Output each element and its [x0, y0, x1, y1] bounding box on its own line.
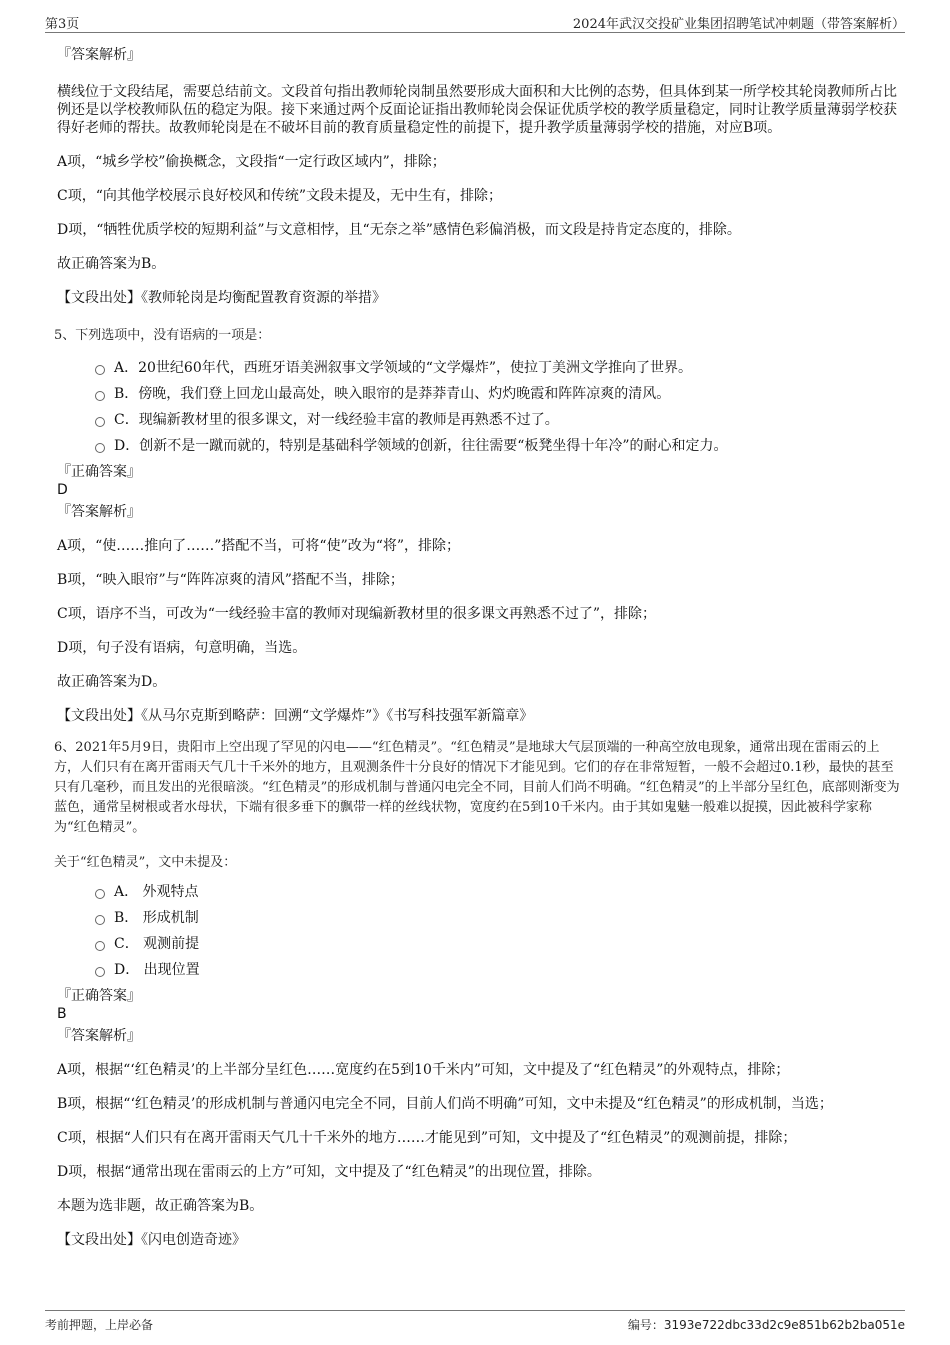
q4-analysis-title: 『答案解析』 [57, 47, 141, 63]
q4-source: 【文段出处】《教师轮岗是均衡配置教育资源的举措》 [57, 290, 386, 306]
q6-option-b[interactable] [57, 909, 902, 935]
q4-analysis-c: C项，“向其他学校展示良好校风和传统”文段未提及，无中生有，排除； [57, 188, 503, 204]
page-header [45, 12, 905, 33]
radio-button[interactable] [95, 365, 105, 375]
radio-button[interactable] [95, 967, 105, 977]
page-footer [45, 1310, 905, 1335]
q5-option-c[interactable] [57, 411, 902, 437]
q4-analysis-d: D项，“牺牲优质学校的短期利益”与文意相悖，且“无奈之举”感情色彩偏消极，而文段是持肯定态度的，排除。 [57, 222, 741, 238]
q4-analysis-a: A项，“城乡学校”偷换概念，文段指“一定行政区域内”，排除； [57, 154, 446, 170]
q6-option-d[interactable] [57, 961, 902, 987]
radio-button[interactable] [95, 915, 105, 925]
radio-button[interactable] [95, 391, 105, 401]
q5-analysis-c: C项，语序不当，可改为“一线经验丰富的教师对现编新教材里的很多课文再熟悉不过了”，排除； [57, 606, 657, 622]
footer-slogan: 考前押题，上岸必备 [45, 1318, 154, 1332]
radio-button[interactable] [95, 443, 105, 453]
q5-analysis-title: 『答案解析』 [57, 504, 141, 520]
document-title: 2024年武汉交投矿业集团招聘笔试冲刺题（带答案解析） [572, 17, 905, 32]
option-label: A．20世纪60年代，西班牙语美洲叙事文学领域的“文学爆炸”，使拉丁美洲文学推向了世界。 [114, 360, 693, 376]
q5-conclusion: 故正确答案为D。 [57, 674, 167, 690]
q6-stem: 6、2021年5月9日，贵阳市上空出现了罕见的闪电——“红色精灵”。“红色精灵”是地球大气层顶端的一种高空放电现象，通常出现在雷雨云的上方，人们只有在离开雷雨天气几十千米外的地方，且观测条件十分良好的情况下才能见到。它们的存在非常短暂，一般不会超过0.1秒，最快的甚至只有几毫秒，而且发出的光很暗淡。“红色精灵”的形成机制与普通闪电完全不同，目前人们尚不明确。“红色精灵”的上半部分呈红色，底部则渐变为蓝色，通常呈树根或者水母状，下端有很多垂下的飘带一样的丝线状物，宽度约在5到10千米内。由于其如鬼魅一般难以捉摸，因此被科学家称为“红色精灵”。 [54, 740, 900, 835]
radio-button[interactable] [95, 941, 105, 951]
q6-option-a[interactable] [57, 883, 902, 909]
footer-code-label: 编号： [627, 1318, 664, 1332]
option-label: B．傍晚，我们登上回龙山最高处，映入眼帘的是莽莽青山、灼灼晚霞和阵阵凉爽的清风。 [114, 386, 671, 402]
radio-button[interactable] [95, 889, 105, 899]
q5-analysis-d: D项，句子没有语病，句意明确，当选。 [57, 640, 307, 656]
q5-correct-title: 『正确答案』 [57, 464, 141, 480]
q6-analysis-b: B项，根据“‘红色精灵’的形成机制与普通闪电完全不同，目前人们尚不明确”可知，文中未提及“红色精灵”的形成机制，当选； [57, 1096, 833, 1112]
q6-analysis-a: A项，根据“‘红色精灵’的上半部分呈红色……宽度约在5到10千米内”可知，文中提及了“红色精灵”的外观特点，排除； [57, 1062, 790, 1078]
q5-analysis-b: B项，“映入眼帘”与“阵阵凉爽的清风”搭配不当，排除； [57, 572, 404, 588]
q6-source: 【文段出处】《闪电创造奇迹》 [57, 1232, 246, 1248]
q6-option-c[interactable] [57, 935, 902, 961]
q4-analysis-paragraph: 横线位于文段结尾，需要总结前文。文段首句指出教师轮岗制虽然要形成大面积和大比例的态势，但具体到某一所学校其轮岗教师所占比例还是以学校教师队伍的稳定为限。接下来通过两个反面论证指出教师轮岗会保证优质学校的教学质量稳定，同时让教学质量薄弱学校获得好老师的帮扶。故教师轮岗是在不破坏目前的教育质量稳定性的前提下，提升教学质量薄弱学校的措施，对应B项。 [57, 84, 897, 136]
radio-button[interactable] [95, 417, 105, 427]
q6-options [57, 883, 902, 987]
q5-option-b[interactable] [57, 385, 902, 411]
q5-analysis-a: A项，“使……推向了……”搭配不当，可将“使”改为“将”，排除； [57, 538, 461, 554]
option-label: C． 观测前提 [114, 936, 200, 952]
q5-options [57, 359, 902, 463]
q5-correct-answer: D [57, 482, 68, 498]
q6-correct-answer: B [57, 1006, 67, 1022]
option-label: C．现编新教材里的很多课文，对一线经验丰富的教师是再熟悉不过了。 [114, 412, 559, 428]
footer-code-value: 3193e722dbc33d2c9e851b62b2ba051e [663, 1318, 905, 1332]
q6-question: 关于“红色精灵”，文中未提及： [54, 855, 237, 870]
q5-option-a[interactable] [57, 359, 902, 385]
option-label: A． 外观特点 [114, 884, 199, 900]
footer-code [628, 1316, 905, 1333]
q5-source: 【文段出处】《从马尔克斯到略萨：回溯“文学爆炸”》《书写科技强军新篇章》 [57, 708, 534, 724]
q5-option-d[interactable] [57, 437, 902, 463]
q6-analysis-c: C项，根据“人们只有在离开雷雨天气几十千米外的地方……才能见到”可知，文中提及了“红色精灵”的观测前提，排除； [57, 1130, 797, 1146]
document-body [54, 44, 902, 1249]
q6-analysis-title: 『答案解析』 [57, 1028, 141, 1044]
q6-conclusion: 本题为选非题，故正确答案为B。 [57, 1198, 264, 1214]
q5-stem: 5、下列选项中，没有语病的一项是： [54, 328, 271, 343]
q6-correct-title: 『正确答案』 [57, 988, 141, 1004]
option-label: D．创新不是一蹴而就的，特别是基础科学领域的创新，往往需要“板凳坐得十年冷”的耐心和定力。 [114, 438, 728, 454]
q6-analysis-d: D项，根据“通常出现在雷雨云的上方”可知，文中提及了“红色精灵”的出现位置，排除。 [57, 1164, 601, 1180]
option-label: D． 出现位置 [114, 962, 200, 978]
page-number: 第3页 [45, 17, 80, 32]
q4-conclusion: 故正确答案为B。 [57, 256, 166, 272]
option-label: B． 形成机制 [114, 910, 199, 926]
